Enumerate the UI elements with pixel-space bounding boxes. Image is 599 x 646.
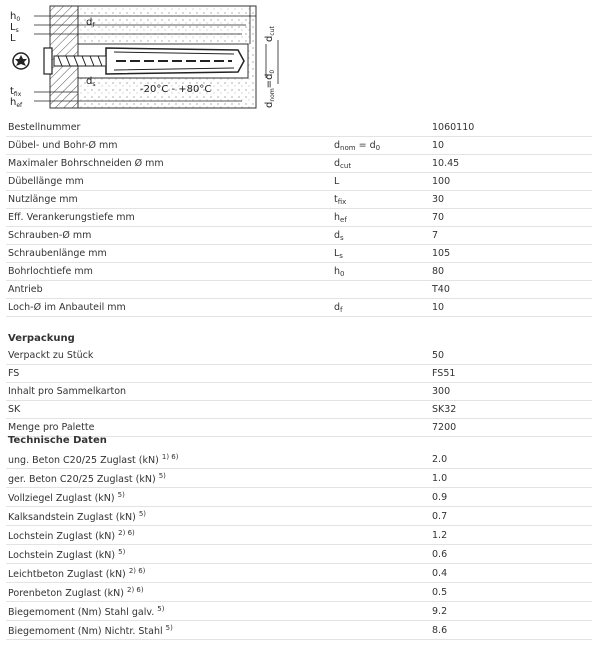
- label-ls: $L_s$: [10, 22, 19, 34]
- spec-label: Schrauben-Ø mm: [6, 227, 332, 245]
- technical-label: ger. Beton C20/25 Zuglast (kN) $^{5)}$: [6, 469, 332, 488]
- packaging-value: 300: [430, 383, 592, 401]
- table-row: [6, 602, 592, 621]
- spec-value: 10.45: [430, 155, 592, 173]
- table-row: [6, 173, 592, 191]
- technical-value: 9.2: [430, 602, 592, 621]
- spec-symbol: $t_{fix}$: [332, 191, 430, 209]
- spec-label: Loch-Ø im Anbauteil mm: [6, 299, 332, 317]
- spec-label: Schraubenlänge mm: [6, 245, 332, 263]
- spec-label: Dübellänge mm: [6, 173, 332, 191]
- table-row: [6, 545, 592, 564]
- torx-drive-icon: [13, 53, 29, 69]
- spec-label: Maximaler Bohrschneiden Ø mm: [6, 155, 332, 173]
- temperature-range: -20°C - +80°C: [140, 84, 212, 95]
- spec-label: Dübel- und Bohr-Ø mm: [6, 137, 332, 155]
- technical-value: 0.9: [430, 488, 592, 507]
- spec-value: 80: [430, 263, 592, 281]
- label-ds: $d_s$: [86, 76, 96, 88]
- packaging-label: SK: [6, 401, 332, 419]
- technical-label: Biegemoment (Nm) Stahl galv. $^{5)}$: [6, 602, 332, 621]
- technical-value: 8.6: [430, 621, 592, 640]
- table-row: [6, 347, 592, 365]
- technical-heading: Technische Daten: [8, 435, 107, 446]
- packaging-heading: Verpackung: [8, 333, 75, 344]
- spec-value: 7: [430, 227, 592, 245]
- table-row: [6, 281, 592, 299]
- table-row: [6, 383, 592, 401]
- technical-value: 0.5: [430, 583, 592, 602]
- table-row: [6, 191, 592, 209]
- table-row: [6, 209, 592, 227]
- table-row: [6, 450, 592, 469]
- technical-label: Kalksandstein Zuglast (kN) $^{5)}$: [6, 507, 332, 526]
- packaging-value: 50: [430, 347, 592, 365]
- spec-symbol: L: [332, 173, 430, 191]
- spec-label: Bohrlochtiefe mm: [6, 263, 332, 281]
- anchor-installation-diagram: [6, 4, 290, 114]
- table-row: [6, 365, 592, 383]
- spec-symbol: [332, 281, 430, 299]
- label-hef: $h_{ef}$: [10, 97, 23, 109]
- packaging-value: SK32: [430, 401, 592, 419]
- spec-symbol: $d_s$: [332, 227, 430, 245]
- technical-label: ung. Beton C20/25 Zuglast (kN) $^{1) 6)}$: [6, 450, 332, 469]
- technical-label: Lochstein Zuglast (kN) $^{5)}$: [6, 545, 332, 564]
- spec-value: 105: [430, 245, 592, 263]
- table-row: [6, 119, 592, 137]
- label-tfix: $t_{fix}$: [10, 86, 22, 98]
- label-df: $d_f$: [86, 17, 95, 29]
- packaging-table: [6, 347, 592, 437]
- spec-value: 70: [430, 209, 592, 227]
- table-row: [6, 469, 592, 488]
- table-row: [6, 419, 592, 437]
- technical-label: Lochstein Zuglast (kN) $^{2) 6)}$: [6, 526, 332, 545]
- table-row: [6, 488, 592, 507]
- table-row: [6, 137, 592, 155]
- spec-symbol: [332, 119, 430, 137]
- technical-value: 0.6: [430, 545, 592, 564]
- table-row: [6, 564, 592, 583]
- spec-label: Nutzlänge mm: [6, 191, 332, 209]
- table-row: [6, 621, 592, 640]
- spec-symbol: $d_{cut}$: [332, 155, 430, 173]
- table-row: [6, 299, 592, 317]
- table-row: [6, 526, 592, 545]
- technical-label: Porenbeton Zuglast (kN) $^{2) 6)}$: [6, 583, 332, 602]
- spec-symbol: $d_f$: [332, 299, 430, 317]
- specs-table: [6, 119, 592, 317]
- spec-value: T40: [430, 281, 592, 299]
- spec-label: Antrieb: [6, 281, 332, 299]
- screw-head: [44, 48, 52, 74]
- packaging-label: Verpackt zu Stück: [6, 347, 332, 365]
- spec-value: 1060110: [430, 119, 592, 137]
- packaging-label: Inhalt pro Sammelkarton: [6, 383, 332, 401]
- technical-value: 2.0: [430, 450, 592, 469]
- technical-table: [6, 450, 592, 640]
- spec-value: 10: [430, 137, 592, 155]
- spec-value: 30: [430, 191, 592, 209]
- label-dnom: $d_{nom}=d_0$: [264, 69, 276, 108]
- technical-label: Biegemoment (Nm) Nichtr. Stahl $^{5)}$: [6, 621, 332, 640]
- label-l: L: [10, 33, 16, 44]
- technical-value: 0.4: [430, 564, 592, 583]
- technical-label: Leichtbeton Zuglast (kN) $^{2) 6)}$: [6, 564, 332, 583]
- table-row: [6, 507, 592, 526]
- table-row: [6, 583, 592, 602]
- packaging-value: FS51: [430, 365, 592, 383]
- spec-value: 100: [430, 173, 592, 191]
- table-row: [6, 401, 592, 419]
- packaging-label: Menge pro Palette: [6, 419, 332, 437]
- table-row: [6, 245, 592, 263]
- table-row: [6, 155, 592, 173]
- technical-value: 1.2: [430, 526, 592, 545]
- spec-symbol: $L_s$: [332, 245, 430, 263]
- spec-label: Eff. Verankerungstiefe mm: [6, 209, 332, 227]
- technical-value: 1.0: [430, 469, 592, 488]
- table-row: [6, 227, 592, 245]
- label-h0: $h_0$: [10, 11, 21, 23]
- technical-value: 0.7: [430, 507, 592, 526]
- spec-label: Bestellnummer: [6, 119, 332, 137]
- packaging-label: FS: [6, 365, 332, 383]
- table-row: [6, 263, 592, 281]
- technical-label: Vollziegel Zuglast (kN) $^{5)}$: [6, 488, 332, 507]
- spec-symbol: $d_{nom} = d_0$: [332, 137, 430, 155]
- spec-value: 10: [430, 299, 592, 317]
- packaging-value: 7200: [430, 419, 592, 437]
- spec-symbol: $h_{ef}$: [332, 209, 430, 227]
- spec-symbol: $h_0$: [332, 263, 430, 281]
- label-dcut: $d_{cut}$: [264, 26, 276, 42]
